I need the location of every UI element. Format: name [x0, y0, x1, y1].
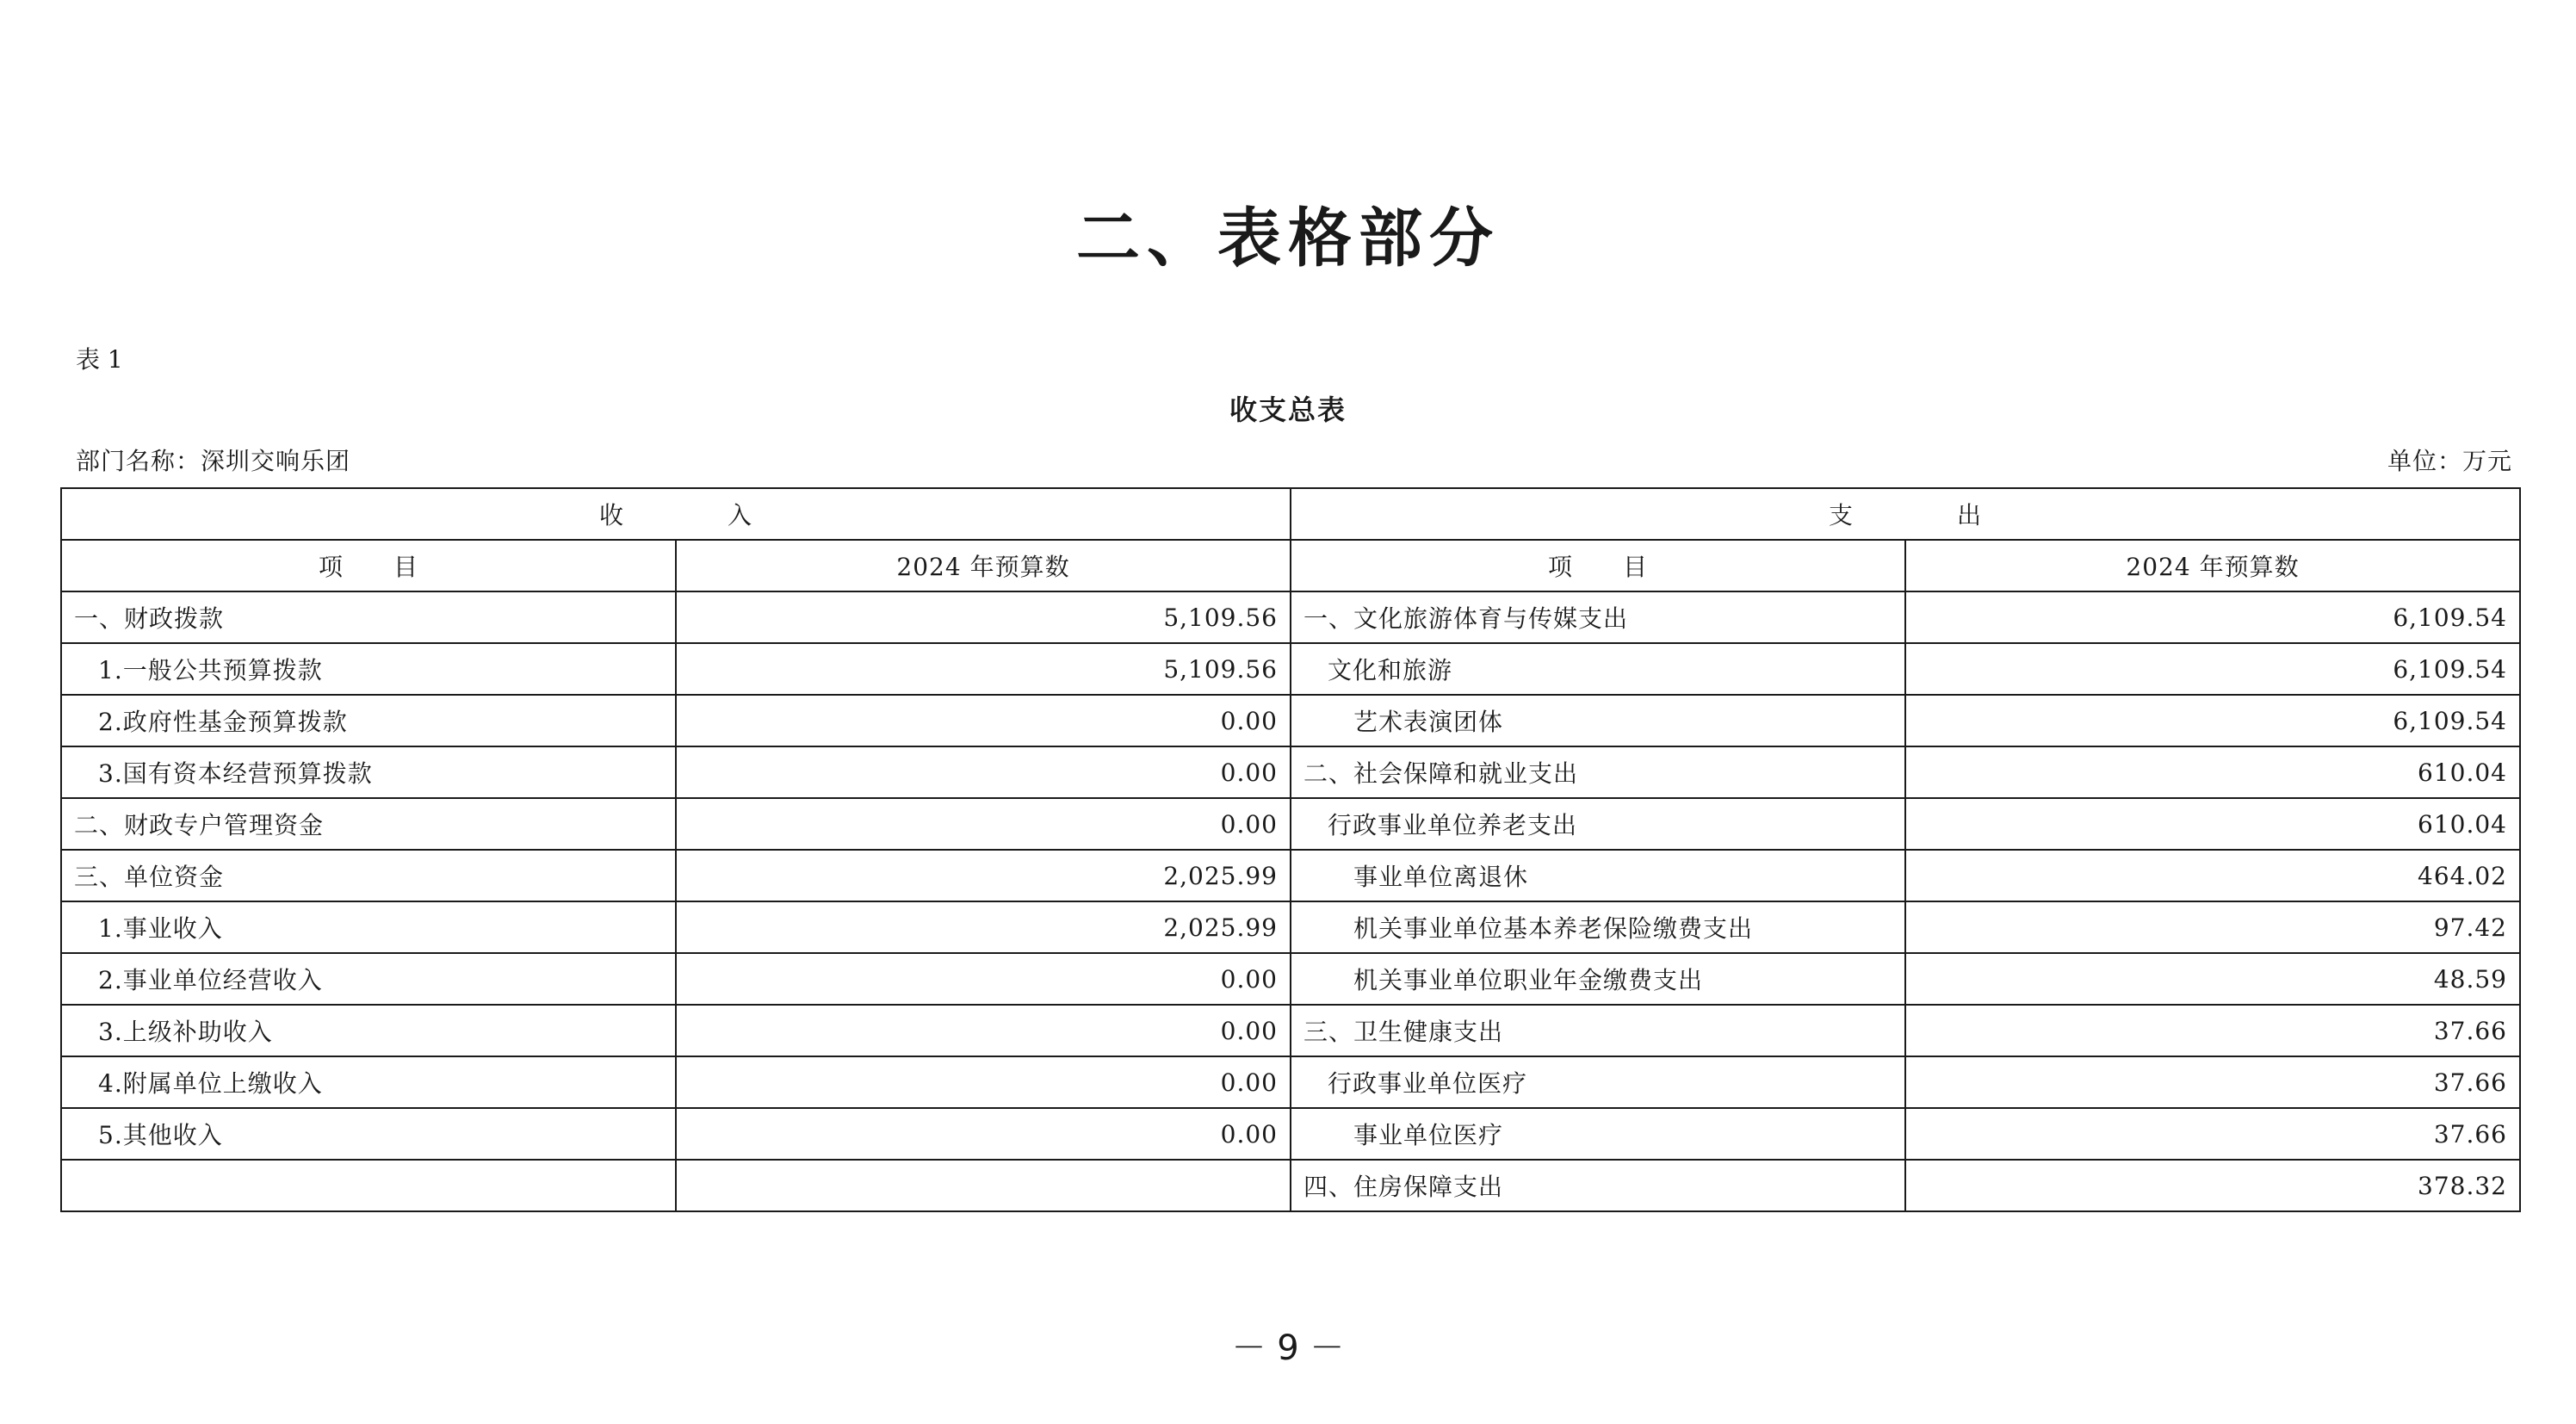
expense-header-char-1: 支 — [1828, 501, 1854, 529]
expense-value-cell: 610.04 — [1905, 798, 2520, 850]
income-item-cell: 4.附属单位上缴收入 — [61, 1056, 676, 1108]
expense-budget-column-header: 2024 年预算数 — [1905, 540, 2520, 591]
income-value-cell — [676, 1160, 1291, 1211]
income-value-cell: 0.00 — [676, 798, 1291, 850]
income-item-cell: 一、财政拨款 — [61, 591, 676, 643]
income-value-cell: 0.00 — [676, 746, 1291, 798]
expense-value-cell: 464.02 — [1905, 850, 2520, 901]
table-body — [61, 591, 2520, 1211]
column-header-row — [61, 540, 2520, 591]
expense-value-cell: 37.66 — [1905, 1056, 2520, 1108]
expense-item-cell: 三、卫生健康支出 — [1291, 1005, 1905, 1056]
expense-value-cell: 378.32 — [1905, 1160, 2520, 1211]
income-item-cell: 1.事业收入 — [61, 901, 676, 953]
income-value-cell: 0.00 — [676, 695, 1291, 746]
income-item-cell: 2.事业单位经营收入 — [61, 953, 676, 1005]
expense-item-cell: 二、社会保障和就业支出 — [1291, 746, 1905, 798]
income-value-cell: 0.00 — [676, 1108, 1291, 1160]
expense-item-cell: 行政事业单位医疗 — [1291, 1056, 1905, 1108]
expense-item-cell: 事业单位医疗 — [1291, 1108, 1905, 1160]
income-value-cell: 5,109.56 — [676, 591, 1291, 643]
expense-value-cell: 37.66 — [1905, 1108, 2520, 1160]
table-row — [61, 953, 2520, 1005]
income-item-cell: 三、单位资金 — [61, 850, 676, 901]
unit-label: 单位：万元 — [2387, 447, 2512, 475]
expense-section-header — [1291, 488, 2520, 540]
table-row — [61, 591, 2520, 643]
income-item-column-header: 项 目 — [61, 540, 676, 591]
expense-value-cell: 6,109.54 — [1905, 695, 2520, 746]
expense-item-cell: 机关事业单位职业年金缴费支出 — [1291, 953, 1905, 1005]
table-row — [61, 1160, 2520, 1211]
section-header-row — [61, 488, 2520, 540]
expense-value-cell: 6,109.54 — [1905, 591, 2520, 643]
section-heading: 二、表格部分 — [1076, 201, 1500, 276]
income-header-char-2: 入 — [728, 501, 753, 529]
income-header-char-1: 收 — [598, 501, 624, 529]
income-budget-column-header: 2024 年预算数 — [676, 540, 1291, 591]
table-title: 收支总表 — [1229, 393, 1347, 426]
page-number: － 9 － — [1231, 1328, 1345, 1368]
income-value-cell: 5,109.56 — [676, 643, 1291, 695]
expense-item-cell: 事业单位离退休 — [1291, 850, 1905, 901]
table-row — [61, 1056, 2520, 1108]
income-value-cell: 0.00 — [676, 1056, 1291, 1108]
department-label: 部门名称：深圳交响乐团 — [76, 447, 351, 475]
expense-value-cell: 37.66 — [1905, 1005, 2520, 1056]
table-row — [61, 798, 2520, 850]
table-row — [61, 643, 2520, 695]
expense-item-cell: 一、文化旅游体育与传媒支出 — [1291, 591, 1905, 643]
income-item-cell: 2.政府性基金预算拨款 — [61, 695, 676, 746]
income-item-cell: 1.一般公共预算拨款 — [61, 643, 676, 695]
income-value-cell: 0.00 — [676, 1005, 1291, 1056]
income-value-cell: 2,025.99 — [676, 901, 1291, 953]
income-item-cell: 3.上级补助收入 — [61, 1005, 676, 1056]
expense-item-cell: 文化和旅游 — [1291, 643, 1905, 695]
income-item-cell: 5.其他收入 — [61, 1108, 676, 1160]
expense-item-cell: 四、住房保障支出 — [1291, 1160, 1905, 1211]
income-section-header — [61, 488, 1291, 540]
income-item-cell — [61, 1160, 676, 1211]
table-row — [61, 901, 2520, 953]
expense-item-cell: 行政事业单位养老支出 — [1291, 798, 1905, 850]
table-row — [61, 1005, 2520, 1056]
table-row — [61, 746, 2520, 798]
expense-item-column-header: 项 目 — [1291, 540, 1905, 591]
budget-summary-table — [60, 487, 2521, 1212]
income-value-cell: 0.00 — [676, 953, 1291, 1005]
income-item-cell: 3.国有资本经营预算拨款 — [61, 746, 676, 798]
table-number: 表 1 — [76, 345, 123, 374]
expense-value-cell: 48.59 — [1905, 953, 2520, 1005]
expense-value-cell: 610.04 — [1905, 746, 2520, 798]
income-value-cell: 2,025.99 — [676, 850, 1291, 901]
table-row — [61, 1108, 2520, 1160]
expense-value-cell: 6,109.54 — [1905, 643, 2520, 695]
income-item-cell: 二、财政专户管理资金 — [61, 798, 676, 850]
expense-value-cell: 97.42 — [1905, 901, 2520, 953]
table-row — [61, 850, 2520, 901]
expense-header-char-2: 出 — [1957, 501, 1983, 529]
expense-item-cell: 机关事业单位基本养老保险缴费支出 — [1291, 901, 1905, 953]
table-row — [61, 695, 2520, 746]
expense-item-cell: 艺术表演团体 — [1291, 695, 1905, 746]
